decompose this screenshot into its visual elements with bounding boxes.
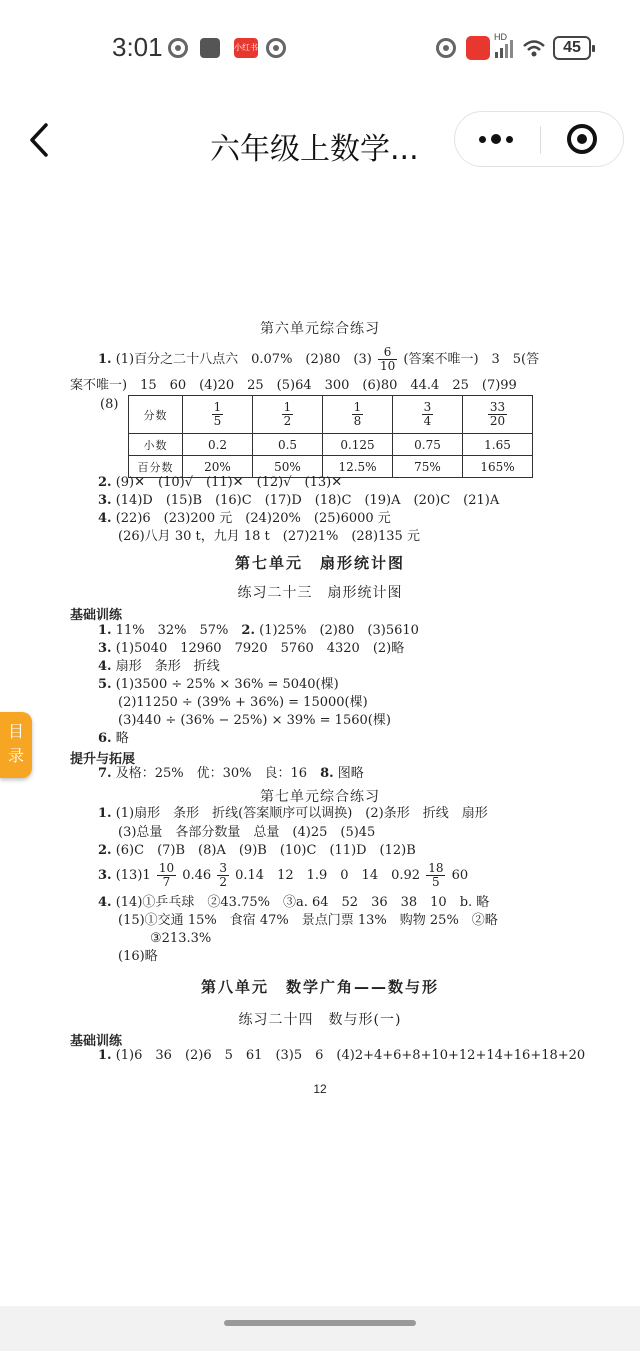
answer-line: 5. (1)3500 ÷ 25% × 36% = 5040(棵) [98,677,339,692]
table-cell: 0.5 [253,434,323,456]
table-header: 小数 [129,434,183,456]
table-cell: 0.2 [183,434,253,456]
section-title: 第六单元综合练习 [260,321,380,337]
sub-heading: 提升与拓展 [70,752,136,767]
status-bar [0,0,640,96]
table-cell: 50% [253,456,323,478]
answer-line: (3)总量 各部分数量 总量 (4)25 (5)45 [118,825,376,840]
table-cell: $\frac{3}{4}$ [393,396,463,434]
catalog-tab-button[interactable] [0,712,32,778]
answer-line: 1. 11% 32% 57% 2. (1)25% (2)80 (3)5610 [98,623,419,638]
answer-line: 1. (1)6 36 (2)6 5 61 (3)5 6 (4)2+4+6+8+10+12+14+16+18+20 [98,1048,586,1063]
answer-line [98,346,539,373]
table-cell: $\frac{1}{5}$ [183,396,253,434]
page-title: 六年级上数学... [210,132,419,167]
fraction: $\frac{18}{5}$ [428,861,444,889]
answer-line: 7. 及格：25% 优：30% 良：16 8. 图略 [98,766,364,781]
table-cell: 1.65 [463,434,533,456]
answer-line: 3. (1)5040 12960 7920 5760 4320 (2)略 [98,641,405,656]
mini-program-capsule [454,111,624,167]
table-cell: 12.5% [323,456,393,478]
exercise-title: 练习二十四 数与形(一) [238,1012,402,1028]
catalog-tab-label: 目录 [7,722,24,765]
sub-heading: 基础训练 [70,1034,123,1049]
section-title: 第七单元综合练习 [260,789,380,805]
conversion-table [128,395,533,478]
chevron-left-icon [24,122,56,158]
answer-line: 4. (22)6 (23)200 元 (24)20% (25)6000 元 [98,511,391,526]
signal-icon [494,40,514,58]
answer-line: (26)八月 30 t，九月 18 t (27)21% (28)135 元 [118,529,420,544]
target-icon [567,124,597,154]
table-cell: $\frac{1}{2}$ [253,396,323,434]
answer-line: 2. (6)C (7)B (8)A (9)B (10)C (11)D (12)B [98,843,416,858]
table-cell: 165% [463,456,533,478]
wifi-icon [522,38,546,58]
question-label: (8) [100,397,119,412]
answer-line: (2)11250 ÷ (39% + 36%) = 15000(棵) [118,695,368,710]
table-row [129,434,533,456]
screen-record-icon [466,36,490,60]
app-badge-icon: 小红书 [234,38,258,58]
table-cell: $\frac{33}{20}$ [463,396,533,434]
unit-title: 第七单元 扇形统计图 [234,554,405,572]
table-header: 分数 [129,396,183,434]
answer-line: (3)440 ÷ (36% − 25%) × 39% = 1560(棵) [118,713,391,728]
answer-line: ③213.3% [150,931,212,946]
question-number: 1. [98,352,112,367]
table-cell: 75% [393,456,463,478]
answer-page [0,186,640,1306]
close-mini-program-button[interactable] [541,112,625,166]
sub-heading: 基础训练 [70,608,123,623]
table-cell: 0.125 [323,434,393,456]
battery-indicator: 45 [553,36,591,60]
exercise-title: 练习二十三 扇形统计图 [237,585,403,601]
record-icon [168,38,188,58]
more-button[interactable] [455,112,539,166]
fraction: $\frac{10}{7}$ [158,861,175,889]
table-header: 百分数 [129,456,183,478]
table-cell: 0.75 [393,434,463,456]
answer-line: 4. 扇形 条形 折线 [98,659,220,674]
message-icon [200,38,220,58]
answer-line: 6. 略 [98,731,129,746]
answer-text: (1)百分之二十八点六 0.07% (2)80 (3) [115,352,372,367]
answer-line: 3. (13)1 $\frac{10}{7}$ 0.46 $\frac{3}{2}$ 0.14 12 1.9 0 14 0.92 $\frac{18}{5}$ 60 [98,861,469,889]
answer-line: 2. (9)✕ (10)√ (11)✕ (12)√ (13)✕ [98,475,343,490]
fraction: $\frac{6}{10}$ [379,345,396,373]
page-number: 12 [313,1082,327,1096]
answer-text: (答案不唯一) 3 5(答 [403,352,540,367]
answer-line: 案不唯一) 15 60 (4)20 25 (5)64 300 (6)80 44.4 25 (7)99 [70,378,517,393]
answer-line: 3. (14)D (15)B (16)C (17)D (18)C (19)A (20)C (21)A [98,493,500,508]
record-icon-2 [266,38,286,58]
network-label: HD [494,32,507,42]
status-time: 3:01 [112,32,163,62]
answer-line: 4. (14)①乒乓球 ②43.75% ③a. 64 52 36 38 10 b. 略 [98,895,490,910]
table-row [129,396,533,434]
nav-bar [0,96,640,186]
answer-line: 1. (1)扇形 条形 折线(答案顺序可以调换) (2)条形 折线 扇形 [98,806,488,821]
answer-line: (16)略 [118,949,158,964]
location-icon [436,38,456,58]
fraction: $\frac{3}{2}$ [219,861,227,889]
table-cell: 20% [183,456,253,478]
answer-line: (15)①交通 15% 食宿 47% 景点门票 13% 购物 25% ②略 [118,913,498,928]
home-indicator[interactable] [224,1320,416,1326]
back-button[interactable] [24,122,56,158]
gesture-bar [0,1306,640,1351]
unit-title: 第八单元 数学广角——数与形 [200,978,439,996]
table-cell: $\frac{1}{8}$ [323,396,393,434]
